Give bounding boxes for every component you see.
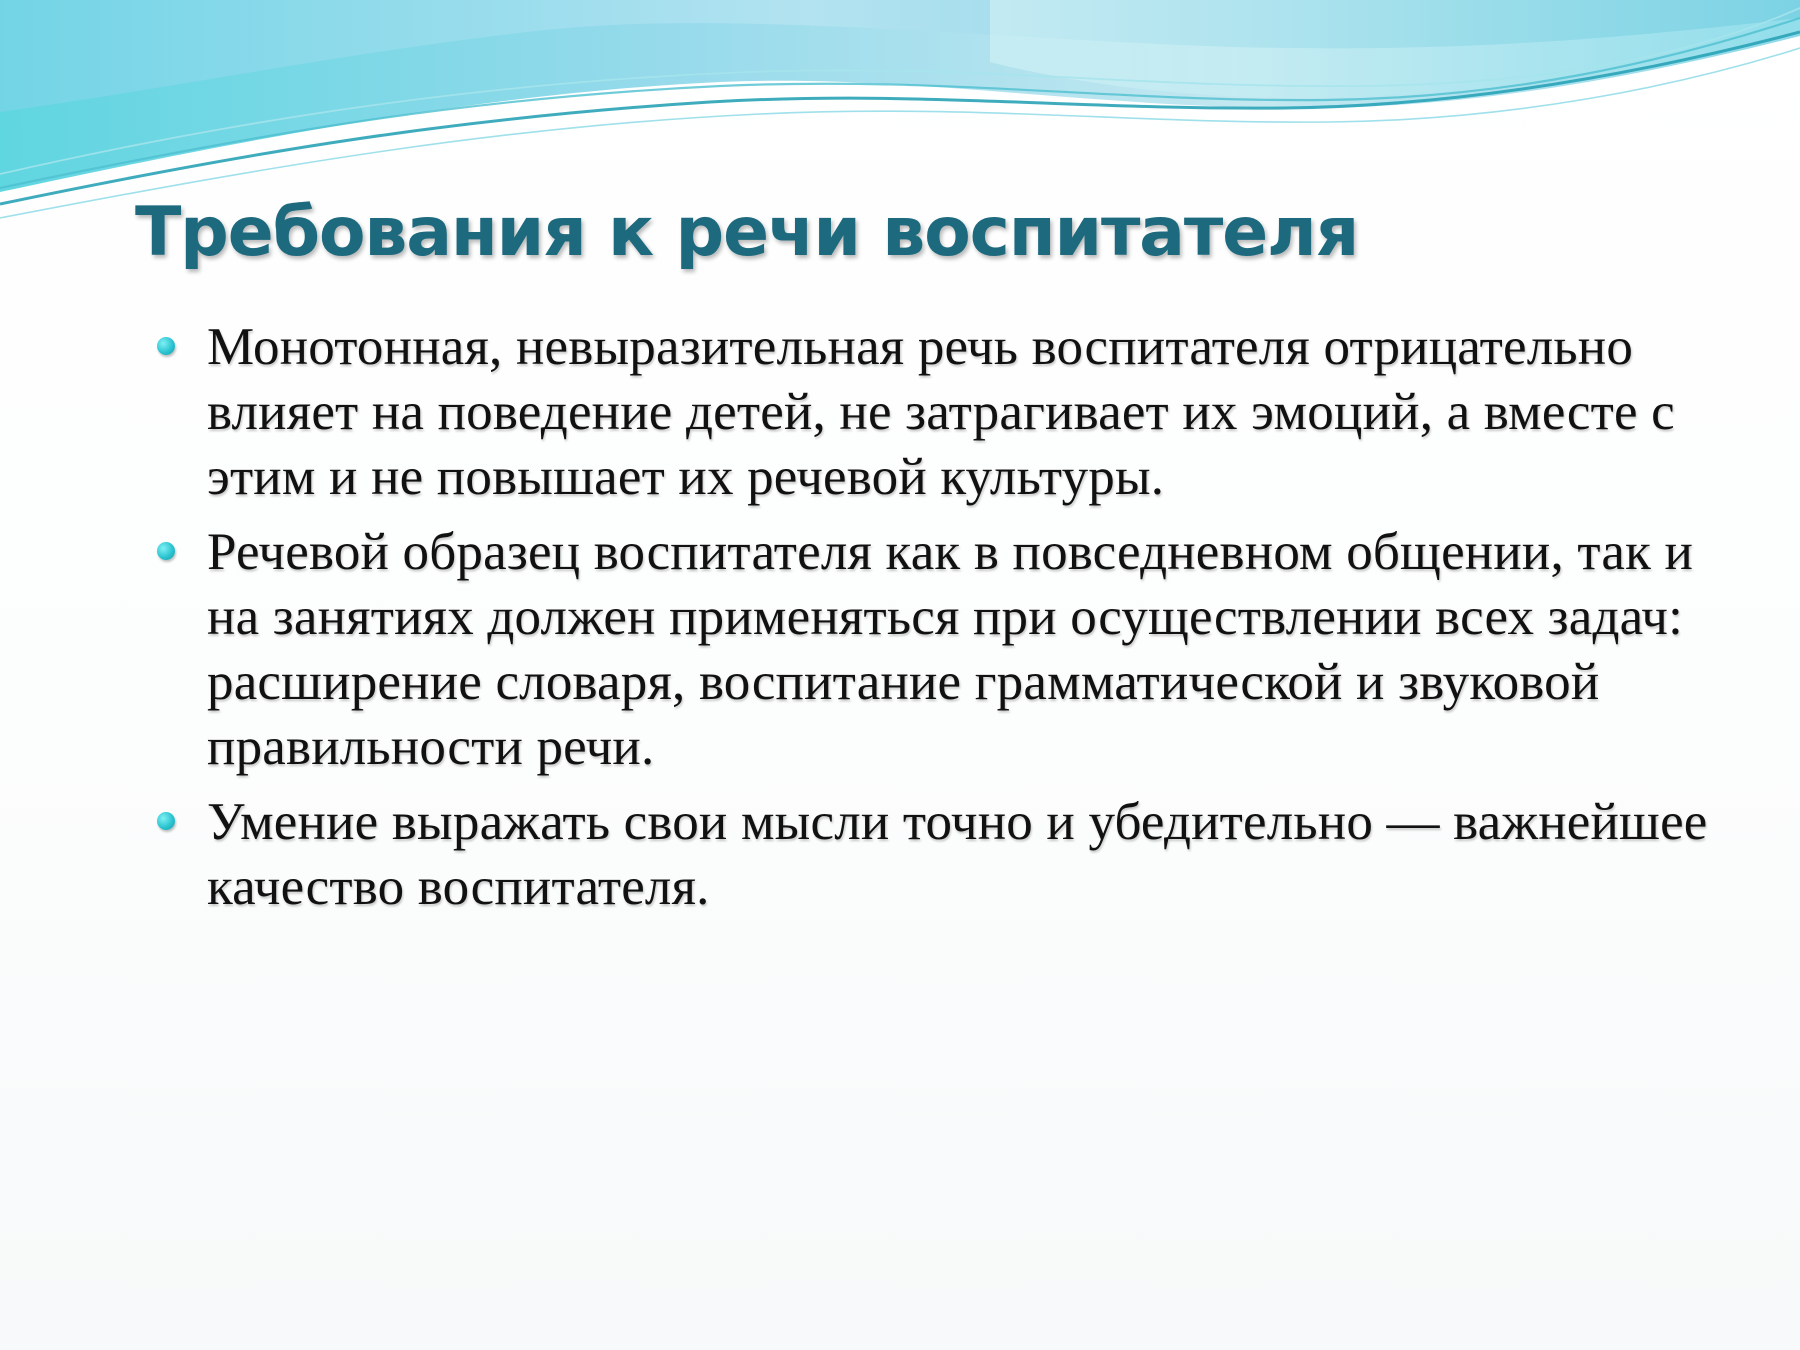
- bullet-dot-icon: [157, 812, 175, 830]
- slide-title: Требования к речи воспитателя: [135, 193, 1359, 272]
- bullet-list: [155, 315, 1715, 930]
- bullet-item: [155, 315, 1715, 510]
- bullet-item: [155, 520, 1715, 780]
- bullet-dot-icon: [157, 337, 175, 355]
- bullet-text: Умение выражать свои мысли точно и убедительно — важнейшее качество воспитателя.: [207, 793, 1708, 916]
- bullet-text: Речевой образец воспитателя как в повседневном общении, так и на занятиях должен применяться при осуществлении всех задач: расширение словаря, воспитание грамматической и звуковой правильности речи.: [207, 523, 1694, 776]
- bullet-text: Монотонная, невыразительная речь воспитателя отрицательно влияет на поведение детей, не затрагивает их эмоций, а вместе с этим и не повышает их речевой культуры.: [207, 318, 1675, 506]
- bullet-dot-icon: [157, 542, 175, 560]
- bullet-item: [155, 790, 1715, 920]
